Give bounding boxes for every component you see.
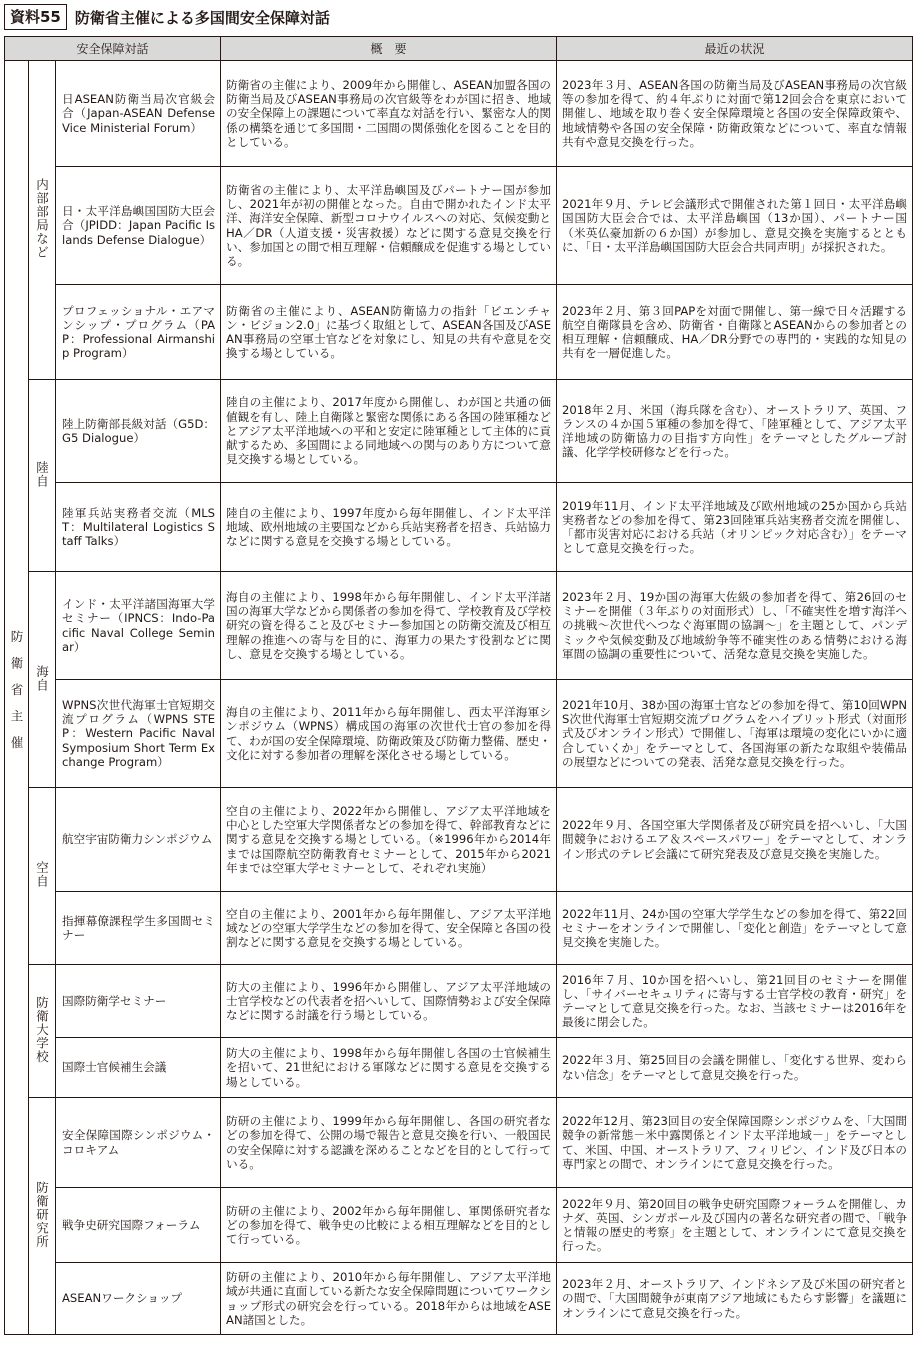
dialogue-overview: 陸自の主催により、2017年度から開催し、わが国と共通の価値観を有し、陸上自衛隊と緊密な関係にある各国の陸軍種などとアジア太平洋地域への平和と安定に陸軍種として主体的に貢献するため、多国間による同地域への関与のあり方について意見交換する場としている。: [221, 380, 557, 483]
dialogue-overview: 空自の主催により、2001年から毎年開催し、アジア太平洋地域などの空軍大学学生などの参加を得て、安全保障と各国の役割などに関する意見を交換する場としている。: [221, 892, 557, 965]
table-row: [5, 380, 913, 483]
group-label: 陸自: [34, 460, 50, 488]
dialogue-recent: 2023年２月、第３回PAPを対面で開催し、第一線で日々活躍する航空自衛隊員を含め、防衛省・自衛隊とASEANからの参加者との相互理解・信頼醸成、HA／DR分野での専門的・実践的な知見の共有を一層促進した。: [557, 285, 913, 380]
dialogue-recent: 2021年９月、テレビ会議形式で開催された第１回日・太平洋島嶼国国防大臣会合では、太平洋島嶼国（13か国）、パートナー国（米英仏豪加新の６か国）が参加し、意見交換を実施するとともに、「日・太平洋島嶼国国防大臣会合共同声明」が採択された。: [557, 167, 913, 285]
dialogue-name: 航空宇宙防衛力シンポジウム: [56, 788, 221, 892]
dialogue-name: ASEANワークショップ: [56, 1263, 221, 1335]
dialogue-overview: 防大の主催により、1998年から毎年開催し各国の士官候補生を招いて、21世紀における軍隊などに関する意見を交換する場としている。: [221, 1038, 557, 1098]
dialogue-name: 国際防衛学セミナー: [56, 965, 221, 1038]
header-recent: 最近の状況: [557, 37, 913, 61]
dialogue-name: 陸上防衛部長級対話（G5D：G5 Dialogue）: [56, 380, 221, 483]
dialogue-overview: 防研の主催により、2010年から毎年開催し、アジア太平洋地域が共通に直面している新たな安全保障問題についてワークショップ形式の研究会を行っている。2018年からは地域をASEAN諸国とした。: [221, 1263, 557, 1335]
dialogue-overview: 防衛省の主催により、2009年から開催し、ASEAN加盟各国の防衛当局及びASEAN事務局の次官級等をわが国に招き、地域の安全保障上の課題について率直な対話を行い、緊密な人的関係の構築を通じて多国間・二国間の関係強化を図ることを目的としている。: [221, 61, 557, 167]
material-number-badge: 資料55: [4, 4, 67, 30]
group-label: 防衛研究所: [34, 1180, 50, 1249]
dialogue-name: 日・太平洋島嶼国国防大臣会合（JPIDD：Japan Pacific Islands Defense Dialogue）: [56, 167, 221, 285]
group-cell: [29, 788, 56, 965]
dialogue-recent: 2016年７月、10か国を招へいし、第21回目のセミナーを開催し、「サイバーセキュリティに寄与する士官学校の教育・研究」をテーマとして意見交換を行った。なお、当該セミナーは2016年を最後に閉会した。: [557, 965, 913, 1038]
table-row: [5, 1188, 913, 1263]
dialogue-recent: 2019年11月、インド太平洋地域及び欧州地域の25か国から兵站実務者などの参加を得て、第23回陸軍兵站実務者交流を開催し、「都市災害対応における兵站（オリンピック対応含む）」をテーマとして意見交換を行った。: [557, 483, 913, 572]
dialogue-name: プロフェッショナル・エアマンシップ・プログラム（PAP：Professional Airmanship Program）: [56, 285, 221, 380]
dialogue-overview: 陸自の主催により、1997年度から毎年開催し、インド太平洋地域、欧州地域の主要国などから兵站実務者を招き、兵站協力などに関する意見を交換する場としている。: [221, 483, 557, 572]
dialogue-name: 日ASEAN防衛当局次官級会合（Japan-ASEAN Defense Vice Ministerial Forum）: [56, 61, 221, 167]
dialogue-recent: 2023年２月、19か国の海軍大佐級の参加者を得て、第26回のセミナーを開催（３年ぶりの対面形式）し、「不確実性を増す海洋への挑戦～次世代へつなぐ海軍間の協調～」を主題として、パンデミックや気候変動及び地域紛争等不確実性のある情勢における海軍間の協調の重要性について、活発な意見交換を実施した。: [557, 572, 913, 680]
table-row: [5, 483, 913, 572]
dialogue-name: WPNS次世代海軍士官短期交流プログラム（WPNS STEP：Western Pacific Naval Symposium Short Term Exchange Program）: [56, 680, 221, 788]
dialogue-overview: 防大の主催により、1996年から開催し、アジア太平洋地域の士官学校などの代表者を招へいして、国際情勢および安全保障などに関する討議を行う場としている。: [221, 965, 557, 1038]
group-label: 防衛大学校: [34, 995, 50, 1064]
group-cell: [29, 61, 56, 380]
dialogue-recent: 2022年11月、24か国の空軍大学学生などの参加を得て、第22回セミナーをオンラインで開催し、「変化と創造」をテーマとして意見交換を実施した。: [557, 892, 913, 965]
group-cell: [29, 380, 56, 572]
table-row: [5, 61, 913, 167]
dialogue-name: 陸軍兵站実務者交流（MLST：Multilateral Logistics Staff Talks）: [56, 483, 221, 572]
table-row: [5, 892, 913, 965]
dialogue-overview: 海自の主催により、2011年から毎年開催し、西太平洋海軍シンポジウム（WPNS）構成国の海軍の次世代士官の参加を得て、わが国の安全保障環境、防衛政策及び防衛力整備、歴史・文化に対する参加者の理解を深化させる場としている。: [221, 680, 557, 788]
dialogue-name: 戦争史研究国際フォーラム: [56, 1188, 221, 1263]
dialogue-recent: 2023年３月、ASEAN各国の防衛当局及びASEAN事務局の次官級等の参加を得て、約４年ぶりに対面で第12回会合を東京において開催し、地域を取り巻く安全保障環境と各国の安全保障政策や、地域情勢や各国の安全保障・防衛政策などについて、率直な情報共有や意見交換を行った。: [557, 61, 913, 167]
organizer-label: 防衛省主催: [9, 629, 24, 763]
header-overview: 概 要: [221, 37, 557, 61]
header-dialogue: 安全保障対話: [5, 37, 221, 61]
table-row: [5, 680, 913, 788]
dialogue-name: 指揮幕僚課程学生多国間セミナー: [56, 892, 221, 965]
dialogue-recent: 2022年12月、第23回目の安全保障国際シンポジウムを、「大国間競争の新常態－米中露関係とインド太平洋地域－」をテーマとして、米国、中国、オーストラリア、フィリピン、インド及び日本の専門家との間で、オンラインにて意見交換を行った。: [557, 1098, 913, 1188]
group-cell: [29, 572, 56, 788]
dialogue-recent: 2022年９月、第20回目の戦争史研究国際フォーラムを開催し、カナダ、英国、シンガポール及び国内の著名な研究者の間で、「戦争と情報の歴史的考察」を主題として、オンラインにて意見交換を行った。: [557, 1188, 913, 1263]
table-row: [5, 1263, 913, 1335]
group-label: 内部部局など: [34, 178, 50, 259]
table-row: [5, 167, 913, 285]
dialogue-recent: 2023年２月、オーストラリア、インドネシア及び米国の研究者との間で、「大国間競争が東南アジア地域にもたらす影響」を議題にオンラインにて意見交換を行った。: [557, 1263, 913, 1335]
dialogue-recent: 2018年２月、米国（海兵隊を含む）、オーストラリア、英国、フランスの４か国５軍種の参加を得て、「陸軍種として、アジア太平洋地域の防衛協力の目指す方向性」をテーマとしたグループ討議、化学学校研修などを行った。: [557, 380, 913, 483]
table-row: [5, 572, 913, 680]
dialogue-overview: 防研の主催により、1999年から毎年開催し、各国の研究者などの参加を得て、公開の場で報告と意見交換を行い、一般国民の安全保障に対する認識を深めることなどを目的として行っている。: [221, 1098, 557, 1188]
table-row: [5, 788, 913, 892]
group-label: 空自: [34, 861, 50, 888]
dialogue-overview: 海自の主催により、1998年から毎年開催し、インド太平洋諸国の海軍大学などから関係者の参加を得て、学校教育及び学校研究の資を得ること及びセミナー参加国との防衛交流及び相互理解の推進への寄与を目的に、海軍力の果たす役割などに関し、意見を交換する場としている。: [221, 572, 557, 680]
table-row: [5, 1098, 913, 1188]
dialogue-overview: 防衛省の主催により、ASEAN防衛協力の指針「ビエンチャン・ビジョン2.0」に基づく取組として、ASEAN各国及びASEAN事務局の空軍士官などを対象にし、知見の共有や意見を交換する場としている。: [221, 285, 557, 380]
organizer-cell: [5, 61, 29, 1335]
dialogue-recent: 2022年３月、第25回目の会議を開催し、「変化する世界、変わらない信念」をテーマとして意見交換を行った。: [557, 1038, 913, 1098]
table-row: [5, 965, 913, 1038]
group-cell: [29, 965, 56, 1098]
group-label: 海自: [34, 664, 50, 692]
table-header-row: [5, 37, 913, 61]
title-bar: [4, 2, 330, 32]
dialogue-overview: 防衛省の主催により、太平洋島嶼国及びパートナー国が参加し、2021年が初の開催となった。自由で開かれたインド太平洋、海洋安全保障、新型コロナウイルスへの対応、気候変動とHA／DR（人道支援・災害救援）などに関する意見交換を行い、参加国との間で相互理解・信頼醸成を促進する場としている。: [221, 167, 557, 285]
dialogue-name: 安全保障国際シンポジウム・コロキアム: [56, 1098, 221, 1188]
dialogue-table: [4, 36, 913, 1335]
dialogue-recent: 2022年９月、各国空軍大学関係者及び研究員を招へいし、「大国間競争におけるエア＆スペースパワー」をテーマとして、オンライン形式のテレビ会議にて研究発表及び意見交換を実施した。: [557, 788, 913, 892]
table-row: [5, 1038, 913, 1098]
group-cell: [29, 1098, 56, 1335]
dialogue-overview: 空自の主催により、2022年から開催し、アジア太平洋地域を中心とした空軍大学関係者などの参加を得て、幹部教育などに関する意見を交換する場としている。（※1996年から2014年までは国際航空防衛教育セミナーとして、2015年から2021年までは空軍大学セミナーとして、それぞれ実施）: [221, 788, 557, 892]
table-row: [5, 285, 913, 380]
dialogue-name: 国際士官候補生会議: [56, 1038, 221, 1098]
dialogue-overview: 防研の主催により、2002年から毎年開催し、軍関係研究者などの参加を得て、戦争史の比較による相互理解などを目的として行っている。: [221, 1188, 557, 1263]
dialogue-name: インド・太平洋諸国海軍大学セミナー（IPNCS：Indo-Pacific Naval College Seminar）: [56, 572, 221, 680]
page-title: 防衛省主催による多国間安全保障対話: [74, 8, 330, 27]
dialogue-recent: 2021年10月、38か国の海軍士官などの参加を得て、第10回WPNS次世代海軍士官短期交流プログラムをハイブリット形式（対面形式及びオンライン形式）で開催し、「海軍は環境の変化にいかに適合していくか」をテーマとして、各国海軍の新たな取組や装備品の展望などについての発表、活発な意見交換を行った。: [557, 680, 913, 788]
